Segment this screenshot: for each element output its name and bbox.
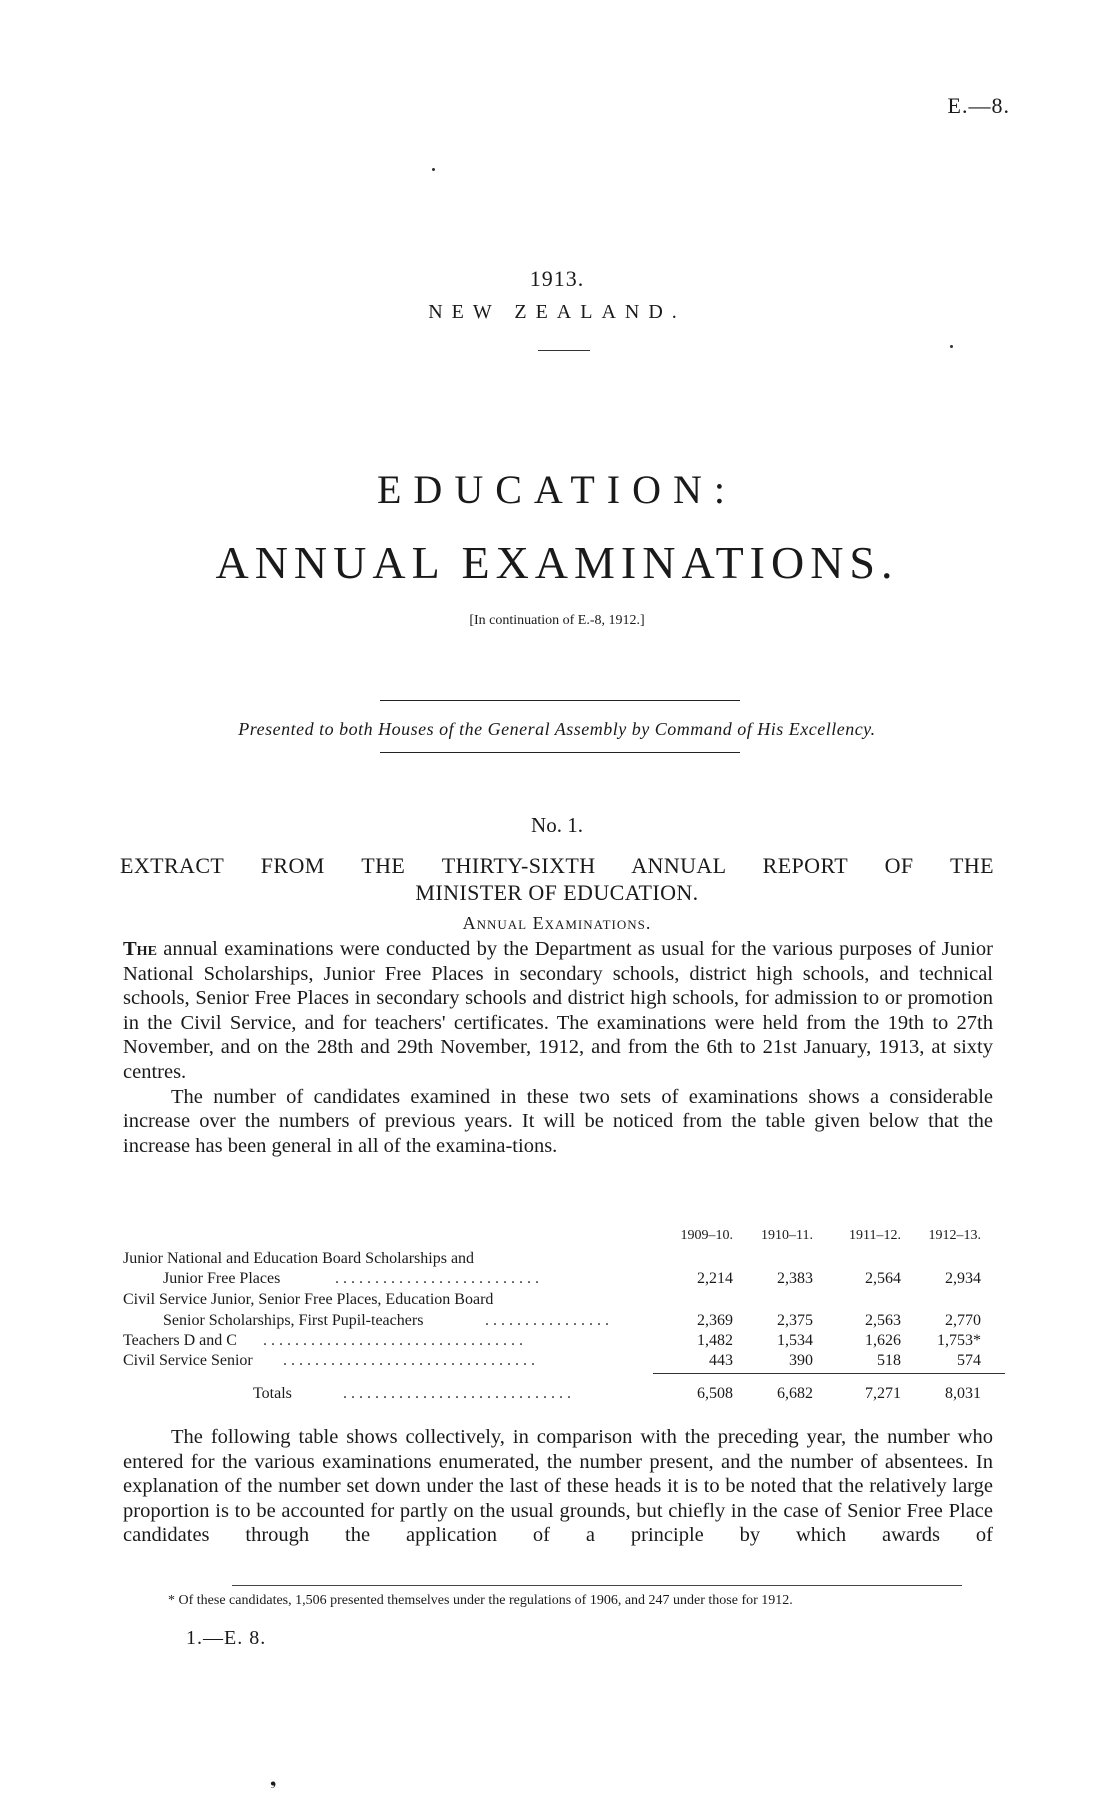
footnote-divider xyxy=(232,1585,962,1586)
table-cell: 1,626 xyxy=(865,1332,901,1349)
leader-dots: . . . . . . . . . . . . . . . . . . . . . . . . . . . . . . . . . xyxy=(263,1332,523,1349)
table-cell: 2,369 xyxy=(697,1312,733,1329)
continuation-note: [In continuation of E.-8, 1912.] xyxy=(469,613,645,628)
document-reference: E.—8. xyxy=(947,93,1010,118)
row-label: Civil Service Junior, Senior Free Places, Education Board xyxy=(123,1291,494,1308)
table-cell: 518 xyxy=(877,1352,901,1369)
document-title: EDUCATION: xyxy=(377,467,737,512)
table-cell: 2,770 xyxy=(945,1312,981,1329)
leader-dots: . . . . . . . . . . . . . . . . . . . . . . . . . . xyxy=(335,1270,539,1287)
table-cell: 2,383 xyxy=(777,1270,813,1287)
table-cell: 390 xyxy=(789,1352,813,1369)
table-row xyxy=(123,1270,1005,1290)
print-speck xyxy=(432,168,435,171)
row-label: Junior Free Places xyxy=(163,1270,281,1287)
footnote: * Of these candidates, 1,506 presented themselves under the regulations of 1906, and 247 under those for 1912. xyxy=(168,1593,793,1608)
table-cell: 6,682 xyxy=(777,1385,813,1402)
row-label: Junior National and Education Board Scholarships and xyxy=(123,1250,475,1267)
extract-heading-line1: EXTRACT FROM THE THIRTY-SIXTH ANNUAL REPORT OF THE xyxy=(120,853,994,878)
table-cell: 6,508 xyxy=(697,1385,733,1402)
row-label: Senior Scholarships, First Pupil-teachers xyxy=(163,1312,424,1329)
table-cell: 2,563 xyxy=(865,1312,901,1329)
paragraph-text: annual examinations were conducted by the Department as usual for the various purposes of Junior National Scholarships, Junior Free Places in secondary schools, district high schools, and technical schools, Senior Free Places in secondary schools and district high schools, for admission to or promotion in the Civil Service, and for teachers' certificates. The examinations were held from the 19th to 27th November, and on the 28th and 29th November, 1912, and from the 6th to 21st January, 1913, at sixty centres. xyxy=(123,938,993,1083)
paragraph-examinations xyxy=(123,937,993,1085)
table-cell: 1,534 xyxy=(777,1332,813,1349)
print-speck xyxy=(950,345,953,348)
column-header: 1909–10. xyxy=(680,1228,733,1243)
document-subtitle: ANNUAL EXAMINATIONS. xyxy=(215,537,899,588)
column-header: 1910–11. xyxy=(761,1228,813,1243)
table-cell: 443 xyxy=(709,1352,733,1369)
leader-dots: . . . . . . . . . . . . . . . . xyxy=(485,1312,609,1329)
body-paragraphs-bottom xyxy=(123,1425,993,1548)
table-cell: 574 xyxy=(957,1352,981,1369)
title-divider-top xyxy=(380,700,740,701)
table-cell: 2,934 xyxy=(945,1270,981,1287)
country-name: NEW ZEALAND. xyxy=(428,301,686,323)
column-header: 1911–12. xyxy=(849,1228,901,1243)
table-cell: 2,214 xyxy=(697,1270,733,1287)
body-paragraphs-top xyxy=(123,937,993,1158)
document-number: No. 1. xyxy=(531,813,583,837)
table-row xyxy=(123,1332,1005,1352)
report-year: 1913. xyxy=(529,266,585,291)
column-header: 1912–13. xyxy=(928,1228,981,1243)
paragraph-table-explanation: The following table shows collectively, in comparison with the preceding year, the number who entered for the various examinations enumerated, the number present, and the number of absentees. In explanation of the number set down under the last of these heads it is to be noted that the relatively large proportion is to be accounted for partly on the usual grounds, but chiefly in the case of Senior Free Place candidates through the application of a principle by which awards of xyxy=(123,1426,993,1547)
table-cell: 7,271 xyxy=(865,1385,901,1402)
table-cell: 2,564 xyxy=(865,1270,901,1287)
print-mark: ❟ xyxy=(270,1772,277,1789)
page-reference: 1.—E. 8. xyxy=(186,1627,267,1649)
header-divider xyxy=(538,350,590,351)
leader-dots: . . . . . . . . . . . . . . . . . . . . . . . . . . . . . . . . xyxy=(283,1352,535,1369)
totals-row xyxy=(123,1385,1005,1405)
row-label: Teachers D and C xyxy=(123,1332,237,1349)
totals-label: Totals xyxy=(253,1385,292,1402)
table-cell: 1,753* xyxy=(937,1332,981,1349)
paragraph-lead-word: The xyxy=(123,938,157,960)
title-divider-bottom xyxy=(380,752,740,753)
totals-divider xyxy=(653,1373,1005,1374)
paragraph-candidates: The number of candidates examined in these two sets of examinations shows a considerable increase over the numbers of previous years. It will be noticed from the table given below that the increase has been general in all of the examina-tions. xyxy=(123,1085,993,1157)
table-row xyxy=(123,1352,1005,1372)
row-label: Civil Service Senior xyxy=(123,1352,253,1369)
extract-heading-line2: MINISTER OF EDUCATION. xyxy=(415,880,699,905)
table-cell: 2,375 xyxy=(777,1312,813,1329)
table-row xyxy=(123,1312,1005,1332)
table-cell: 1,482 xyxy=(697,1332,733,1349)
table-row xyxy=(123,1291,1005,1311)
presented-line: Presented to both Houses of the General Assembly by Command of His Excellency. xyxy=(238,719,876,739)
section-heading: Annual Examinations. xyxy=(462,913,652,933)
table-cell: 8,031 xyxy=(945,1385,981,1402)
table-row xyxy=(123,1250,1005,1270)
leader-dots: . . . . . . . . . . . . . . . . . . . . . . . . . . . . . xyxy=(343,1385,571,1402)
